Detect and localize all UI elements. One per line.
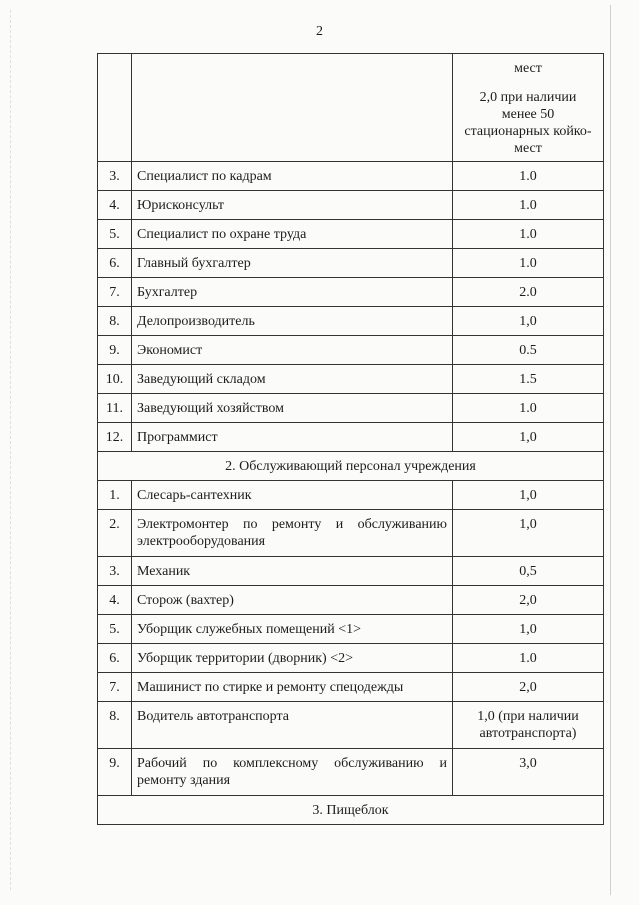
row-position: Главный бухгалтер (132, 249, 453, 278)
row-number: 1. (98, 481, 132, 510)
row-number: 12. (98, 423, 132, 452)
row-number: 7. (98, 278, 132, 307)
row-value: 2,0 (453, 673, 604, 702)
row-position: Заведующий хозяйством (132, 394, 453, 423)
row-position: Программист (132, 423, 453, 452)
section-header-row (98, 796, 604, 825)
table-row (98, 191, 604, 220)
row-value: 0,5 (453, 557, 604, 586)
row-number: 9. (98, 336, 132, 365)
row-value: 1,0 (при наличии автотранспорта) (453, 702, 604, 749)
value-line: 2,0 при наличии (479, 90, 577, 105)
row-number: 11. (98, 394, 132, 423)
row-position: Уборщик служебных помещений <1> (132, 615, 453, 644)
table-row (98, 481, 604, 510)
row-value: 1.0 (453, 191, 604, 220)
table-row (98, 162, 604, 191)
value-line: стационарных койко- (464, 124, 592, 139)
row-position (132, 54, 453, 162)
row-position: Электромонтер по ремонту и обслуживанию электрооборудования (132, 510, 453, 557)
row-number: 3. (98, 162, 132, 191)
table-row (98, 586, 604, 615)
row-position: Бухгалтер (132, 278, 453, 307)
row-value: 2,0 (453, 586, 604, 615)
row-position: Заведующий складом (132, 365, 453, 394)
table-row (98, 365, 604, 394)
row-position: Специалист по кадрам (132, 162, 453, 191)
table-row (98, 510, 604, 557)
table-row (98, 423, 604, 452)
row-value: 1,0 (453, 423, 604, 452)
table-row (98, 307, 604, 336)
row-position: Машинист по стирке и ремонту спецодежды (132, 673, 453, 702)
row-number: 10. (98, 365, 132, 394)
row-number: 6. (98, 644, 132, 673)
row-number: 8. (98, 307, 132, 336)
row-value: 1,0 (453, 510, 604, 557)
row-value: 1.0 (453, 220, 604, 249)
row-number: 4. (98, 586, 132, 615)
value-line: мест (514, 141, 542, 156)
staffing-table (97, 53, 604, 825)
table-row (98, 220, 604, 249)
row-value: 1,0 (453, 307, 604, 336)
table-row (98, 702, 604, 749)
row-number: 8. (98, 702, 132, 749)
row-value (453, 54, 604, 162)
row-position: Водитель автотранспорта (132, 702, 453, 749)
row-position: Экономист (132, 336, 453, 365)
row-value: 1.0 (453, 644, 604, 673)
row-number: 7. (98, 673, 132, 702)
row-number: 5. (98, 220, 132, 249)
row-number: 4. (98, 191, 132, 220)
table-row (98, 615, 604, 644)
row-number: 6. (98, 249, 132, 278)
table-row (98, 249, 604, 278)
row-position: Механик (132, 557, 453, 586)
table-row (98, 336, 604, 365)
value-line: менее 50 (501, 107, 555, 122)
row-position: Специалист по охране труда (132, 220, 453, 249)
row-value: 0.5 (453, 336, 604, 365)
row-number: 2. (98, 510, 132, 557)
scan-right-edge (610, 5, 611, 895)
section-header-row (98, 452, 604, 481)
table-row (98, 54, 604, 162)
section-title: 3. Пищеблок (98, 796, 604, 825)
row-position: Слесарь-сантехник (132, 481, 453, 510)
row-number: 3. (98, 557, 132, 586)
row-position: Сторож (вахтер) (132, 586, 453, 615)
value-gap (458, 77, 598, 89)
page-number: 2 (316, 24, 323, 39)
row-position: Уборщик территории (дворник) <2> (132, 644, 453, 673)
table-row (98, 749, 604, 796)
row-value: 1.5 (453, 365, 604, 394)
row-value: 1.0 (453, 394, 604, 423)
row-position: Делопроизводитель (132, 307, 453, 336)
scan-margin-marks (10, 10, 17, 890)
row-position: Юрисконсульт (132, 191, 453, 220)
row-value: 1,0 (453, 615, 604, 644)
table-row (98, 673, 604, 702)
value-line: мест (514, 61, 542, 76)
table-row (98, 278, 604, 307)
row-value: 3,0 (453, 749, 604, 796)
row-value: 2.0 (453, 278, 604, 307)
table-row (98, 394, 604, 423)
section-title: 2. Обслуживающий персонал учреждения (98, 452, 604, 481)
row-value: 1.0 (453, 162, 604, 191)
row-position: Рабочий по комплексному обслуживанию и ремонту здания (132, 749, 453, 796)
table-row (98, 557, 604, 586)
table-row (98, 644, 604, 673)
row-value: 1.0 (453, 249, 604, 278)
row-number: 9. (98, 749, 132, 796)
row-number: 5. (98, 615, 132, 644)
row-number (98, 54, 132, 162)
row-value: 1,0 (453, 481, 604, 510)
